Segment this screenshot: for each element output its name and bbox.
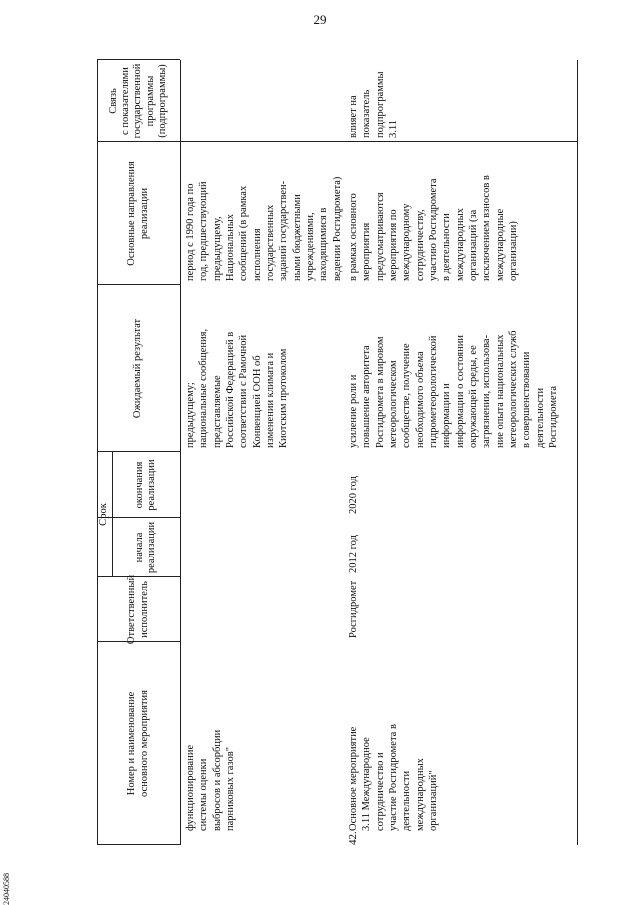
row-2-link: влияет на показатель подпрограммы 3.11	[348, 71, 399, 138]
row-2-end: 2020 год	[348, 476, 359, 514]
header-directions: Основные направления реализации	[126, 161, 150, 266]
header-link: Связь с показателями государственной программы (подпрограммы)	[108, 63, 168, 139]
row-1-result: предыдущему; национальные сообщения, представляемые Российской Федерацией в соответствии с Рамочной Конвенцией ООН об изменении климата и Киотским протоколом	[185, 328, 290, 448]
page-number: 29	[313, 12, 327, 27]
row-2-number: 42.	[347, 831, 359, 845]
measures-table	[60, 60, 580, 845]
header-start: начала реализации	[133, 521, 157, 574]
row-2-measure: Основное мероприятие 3.11 Международное сотрудничество и участие Росгидромета в деятельности международных организаций"	[348, 724, 439, 831]
row-2-result: усиление роли и повышение авторитета Росгидромета в мировом метеорологическом сообществе, получение необходимого объема гидрометеорологической информации и информации о состоянии окружающей среды, ее загрязнении, использова- ние опыта национальных метеорологических служб в совершенствовании деятельности Росгидромета	[348, 330, 559, 448]
header-term: Срок	[98, 503, 110, 526]
document-code: 24040588	[2, 873, 11, 905]
table-rule	[180, 60, 181, 845]
row-2-executor: Росгидромет	[348, 580, 359, 638]
header-result: Ожидаемый результат	[132, 318, 144, 419]
header-executor: Ответственный исполнитель	[126, 574, 150, 645]
header-measure: Номер и наименование основного мероприятия	[126, 690, 150, 797]
header-end: окончания реализации	[133, 459, 157, 511]
row-2-start: 2012 год	[348, 535, 359, 573]
row-2-directions: в рамках основного мероприятия предусматриваются мероприятия по международному сотрудничеству, участию Росгидромета в деятельности международных организаций (за исключением взносов в международные организации)	[348, 175, 519, 281]
table-rule	[577, 60, 578, 845]
row-1-measure: функционирование системы оценки выбросов и абсорбции парниковых газов"	[185, 729, 236, 831]
row-1-directions: период с 1990 года по год, предшествующий предыдущему, Национальных сообщений (в рамках исполнения государственных заданий государствен- ными бюджетными учреждениями, находящимися в ведении Росгидромета)	[185, 176, 343, 281]
